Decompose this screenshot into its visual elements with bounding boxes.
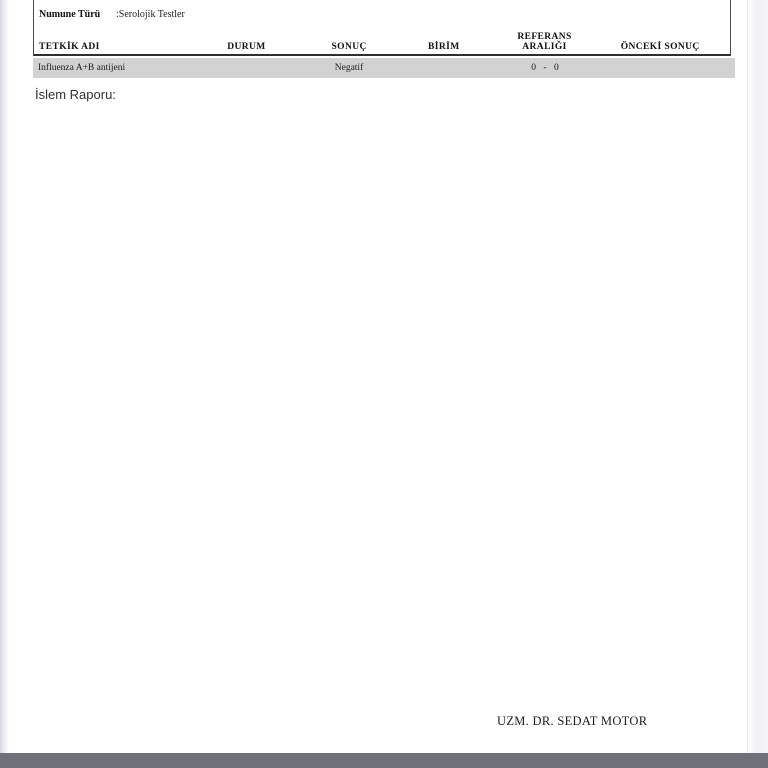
column-header-onceki-sonuc: ÖNCEKİ SONUÇ bbox=[620, 42, 700, 52]
process-report-label: İslem Raporu: bbox=[35, 87, 116, 102]
column-header-sonuc: SONUÇ bbox=[331, 42, 367, 52]
column-header-durum: DURUM bbox=[227, 42, 266, 52]
column-header-tetkik-adi: TETKİK ADI bbox=[39, 42, 100, 52]
sample-type-label: Numune Türü bbox=[39, 9, 101, 20]
cell-sonuc: Negatif bbox=[334, 63, 364, 73]
cell-referans-araligi: 0 - 0 bbox=[531, 63, 559, 73]
table-row bbox=[33, 58, 735, 78]
sample-type-value: :Serolojik Testler bbox=[116, 9, 185, 20]
table-header-row bbox=[34, 32, 730, 52]
page-left-edge-shadow bbox=[0, 0, 9, 768]
cell-tetkik-adi: Influenza A+B antijeni bbox=[38, 63, 126, 73]
column-header-birim: BİRİM bbox=[428, 42, 460, 52]
page-right-edge-shadow bbox=[747, 0, 768, 768]
sample-type-box bbox=[33, 0, 731, 56]
viewer-bottom-bar bbox=[0, 753, 768, 768]
doctor-signature: UZM. DR. SEDAT MOTOR bbox=[497, 714, 648, 728]
sample-type-row bbox=[39, 9, 729, 23]
column-header-referans-araligi: REFERANS ARALIĞI bbox=[517, 32, 572, 52]
